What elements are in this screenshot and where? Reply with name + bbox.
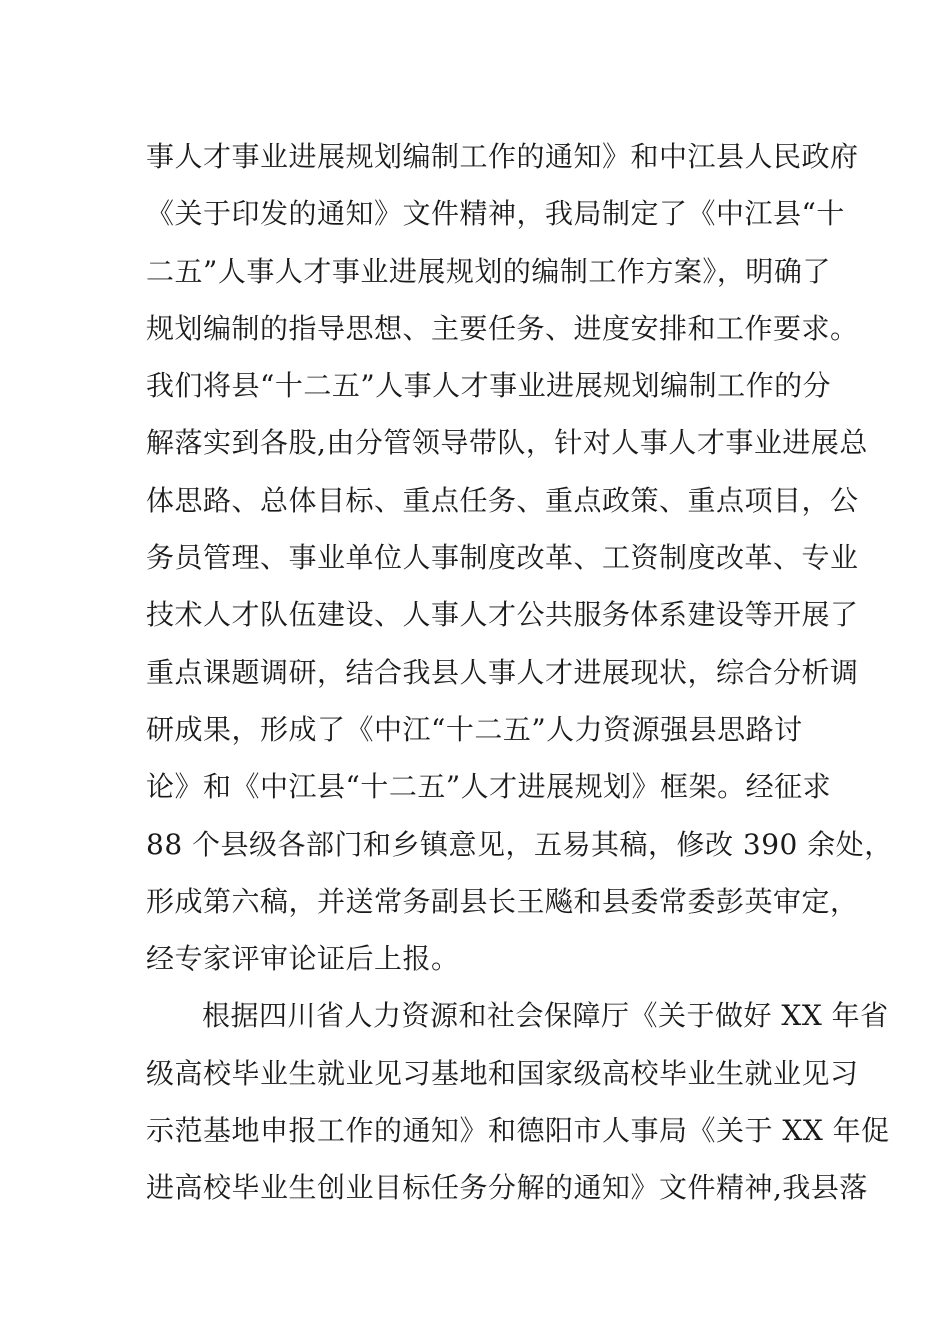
text-line: 我们将县“十二五”人事人才事业进展规划编制工作的分 <box>146 369 832 403</box>
text-line: 务员管理、事业单位人事制度改革、工资制度改革、专业 <box>146 541 859 575</box>
text-line: 级高校毕业生就业见习基地和国家级高校毕业生就业见习 <box>146 1056 859 1090</box>
text-line: 进高校毕业生创业目标任务分解的通知》文件精神,我县落 <box>146 1171 868 1205</box>
text-line: 规划编制的指导思想、主要任务、进度安排和工作要求。 <box>146 311 859 345</box>
text-line: 重点课题调研，结合我县人事人才进展现状，综合分析调 <box>146 655 859 689</box>
body-text <box>146 128 893 1217</box>
paragraph-start-line: 根据四川省人力资源和社会保障厅《关于做好 XX 年省 <box>202 999 889 1033</box>
text-line: 示范基地申报工作的通知》和德阳市人事局《关于 XX 年促 <box>146 1114 890 1148</box>
text-line: 88 个县级各部门和乡镇意见，五易其稿，修改 390 余处， <box>146 827 893 861</box>
text-line: 技术人才队伍建设、人事人才公共服务体系建设等开展了 <box>146 598 859 632</box>
text-line: 论》和《中江县“十二五”人才进展规划》框架。经征求 <box>146 770 832 804</box>
text-line: 体思路、总体目标、重点任务、重点政策、重点项目，公 <box>146 483 859 517</box>
text-line: 二五”人事人才事业进展规划的编制工作方案》，明确了 <box>146 254 831 288</box>
text-line: 研成果，形成了《中江“十二五”人力资源强县思路讨 <box>146 712 803 746</box>
text-line: 《关于印发的通知》文件精神，我局制定了《中江县“十 <box>146 197 845 231</box>
text-line: 经专家评审论证后上报。 <box>146 942 460 976</box>
text-line: 解落实到各股,由分管领导带队，针对人事人才事业进展总 <box>146 426 868 460</box>
text-line: 形成第六稿，并送常务副县长王飚和县委常委彭英审定， <box>146 884 859 918</box>
text-line: 事人才事业进展规划编制工作的通知》和中江县人民政府 <box>146 140 859 173</box>
